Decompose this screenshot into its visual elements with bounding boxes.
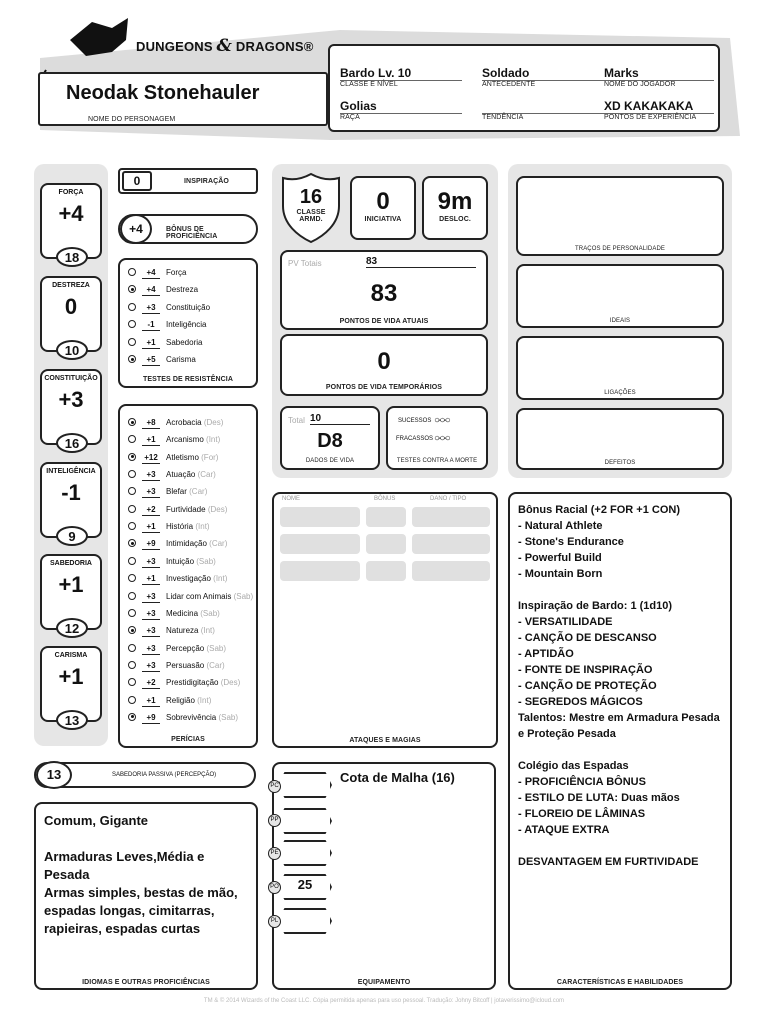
saving-throws-box — [118, 258, 258, 388]
saving-throw-name: Constituição — [166, 302, 211, 312]
equipment-label: EQUIPAMENTO — [357, 979, 411, 986]
skill-value: +3 — [142, 609, 160, 620]
attacks-label: ATAQUES E MAGIAS — [349, 737, 421, 744]
proficiency-dot-icon[interactable] — [128, 355, 136, 363]
proficiency-dot-icon[interactable] — [128, 713, 136, 721]
skill-name: Acrobacia — [166, 418, 202, 427]
skill-row[interactable] — [128, 711, 238, 724]
ability-constitution[interactable]: CONSTITUIÇÃO +3 16 — [40, 369, 102, 445]
skill-attribute: (Sab) — [196, 556, 216, 566]
coin-copper-field[interactable] — [278, 772, 332, 798]
passive-perception-label: SABEDORIA PASSIVA (PERCEPÇÃO) — [112, 772, 217, 778]
skill-value: +1 — [142, 435, 160, 446]
inspiration-value: 0 — [122, 171, 152, 191]
languages-text: Comum, Gigante Armaduras Leves,Média e Pesada Armas simples, bestas de mão, espadas longas, cimitarras, rapieiras, espadas curtas — [44, 813, 238, 936]
ability-dexterity[interactable]: DESTREZA 0 10 — [40, 276, 102, 352]
copyright-footer: TM & © 2014 Wizards of the Coast LLC. Cópia permitida apenas para uso pessoal. Tradução: Johny Bitcoff | jotaverissimo@icloud.com — [203, 998, 565, 1004]
proficiency-dot-icon[interactable] — [128, 644, 136, 652]
attacks-box: NOME BÔNUS DANO / TIPO ATAQUES E MAGIAS — [272, 492, 498, 748]
skill-attribute: (Int) — [206, 435, 221, 445]
saving-throw-row[interactable] — [128, 336, 202, 349]
saving-throws-title: TESTES DE RESISTÊNCIA — [142, 376, 233, 383]
proficiency-bonus-field[interactable] — [118, 214, 258, 244]
skill-name: Investigação — [166, 574, 211, 584]
skill-attribute: (Des) — [207, 504, 228, 514]
saving-throw-name: Inteligência — [166, 320, 207, 330]
ideals-field[interactable]: IDEAIS — [516, 264, 724, 328]
coin-gold-label: PO — [268, 881, 281, 894]
saving-throw-row[interactable] — [128, 318, 206, 331]
skill-row[interactable] — [128, 676, 240, 689]
skill-value: +12 — [142, 453, 160, 464]
proficiency-dot-icon[interactable] — [128, 609, 136, 617]
proficiency-dot-icon[interactable] — [128, 338, 136, 346]
proficiency-dot-icon[interactable] — [128, 522, 136, 530]
skill-attribute: (Int) — [213, 574, 228, 584]
skills-title: PERÍCIAS — [171, 736, 205, 743]
attack-3-bonus-field[interactable] — [366, 561, 406, 581]
coin-platinum-field[interactable] — [278, 908, 332, 934]
skill-value: +1 — [142, 696, 160, 707]
skill-row[interactable] — [128, 416, 223, 429]
skill-row[interactable] — [128, 520, 210, 533]
skill-attribute: (Car) — [209, 539, 228, 549]
skill-name: Percepção — [166, 643, 205, 653]
attack-1-damage-field[interactable] — [412, 507, 490, 527]
skill-attribute: (Des) — [203, 418, 224, 427]
proficiency-dot-icon[interactable] — [128, 320, 136, 328]
skill-attribute: (For) — [201, 452, 219, 462]
proficiency-dot-icon[interactable] — [128, 574, 136, 582]
skill-value: +3 — [142, 661, 160, 672]
character-name: Neodak Stonehauler — [66, 82, 260, 104]
bonds-field[interactable]: LIGAÇÕES — [516, 336, 724, 400]
death-fail-circles-icon[interactable]: ○-○-○ — [434, 433, 449, 444]
skill-row[interactable] — [128, 659, 225, 672]
proficiency-dot-icon[interactable] — [128, 470, 136, 478]
hit-points-max: 83 — [366, 256, 476, 268]
skill-value: +2 — [142, 678, 160, 689]
skill-row[interactable] — [128, 572, 227, 585]
proficiency-dot-icon[interactable] — [128, 487, 136, 495]
coin-copper-label: PC — [268, 780, 281, 793]
saving-throw-name: Destreza — [166, 285, 199, 295]
skill-value: +1 — [142, 522, 160, 533]
skill-row[interactable] — [128, 433, 220, 446]
skill-row[interactable] — [128, 503, 227, 516]
skill-row[interactable] — [128, 694, 211, 707]
attack-2-name-field[interactable] — [280, 534, 360, 554]
ability-intelligence[interactable]: INTELIGÊNCIA -1 9 — [40, 462, 102, 538]
attack-2-damage-field[interactable] — [412, 534, 490, 554]
speed[interactable]: 9m DESLOC. — [422, 176, 488, 240]
skill-name: Medicina — [166, 608, 199, 618]
dnd-logo: DUNGEONS & DRAGONS® — [136, 36, 314, 56]
passive-perception-value: 13 — [36, 761, 72, 789]
proficiency-dot-icon[interactable] — [128, 505, 136, 513]
saving-throw-value: +4 — [142, 285, 160, 296]
skill-attribute: (Sab) — [218, 712, 239, 722]
proficiency-dot-icon[interactable] — [128, 453, 136, 461]
skill-value: +1 — [142, 574, 160, 585]
skill-value: +3 — [142, 644, 160, 655]
languages-label: IDIOMAS E OUTRAS PROFICIÊNCIAS — [82, 979, 210, 986]
personality-traits-field[interactable]: TRAÇOS DE PERSONALIDADE — [516, 176, 724, 256]
attack-3-name-field[interactable] — [280, 561, 360, 581]
skill-attribute: (Car) — [197, 470, 216, 480]
skill-attribute: (Int) — [195, 522, 210, 532]
languages-box[interactable] — [34, 802, 258, 990]
skill-value: +3 — [142, 487, 160, 498]
race-field[interactable]: Golias RAÇA — [340, 99, 462, 121]
skill-row[interactable] — [128, 624, 215, 637]
features-text: Bônus Racial (+2 FOR +1 CON) - Natural Athlete - Stone's Endurance - Powerful Build - Mountain Born Inspiração de Bardo: 1 (1d10) - VERSATILIDADE - CANÇÃO DE DESCANSO - APTIDÃO - FONTE DE INSPIRAÇÃO - CANÇÃO DE PROTEÇÃO - SEGREDOS MÁGICOS Talentos: Mestre em Armadura Pesada e Proteção Pesada Colégio das Espadas - PROFICIÊNCIA BÔNUS - ESTILO DE LUTA: Duas mãos - FLOREIO DE LÂMINAS - ATAQUE EXTRA DESVANTAGEM EM FURTIVIDADE — [518, 504, 720, 868]
inspiration-field[interactable] — [118, 168, 258, 194]
ability-wisdom[interactable]: SABEDORIA +1 12 — [40, 554, 102, 630]
skill-attribute: (Int) — [200, 626, 215, 636]
proficiency-dot-icon[interactable] — [128, 678, 136, 686]
coin-silver-label: PP — [268, 814, 281, 827]
saving-throw-name: Sabedoria — [166, 337, 203, 347]
features-label: CARACTERÍSTICAS E HABILIDADES — [556, 979, 684, 986]
skill-name: Atuação — [166, 470, 196, 480]
skill-attribute: (Des) — [220, 678, 241, 688]
coin-electrum-field[interactable] — [278, 840, 332, 866]
equipment-text: Cota de Malha (16) — [340, 770, 455, 785]
proficiency-dot-icon[interactable] — [128, 661, 136, 669]
saving-throw-name: Carisma — [166, 355, 196, 364]
proficiency-dot-icon[interactable] — [128, 268, 136, 276]
skill-value: +3 — [142, 592, 160, 603]
skill-attribute: (Sab) — [206, 643, 227, 653]
flaws-field[interactable]: DEFEITOS — [516, 408, 724, 470]
saving-throw-value: +3 — [142, 303, 160, 314]
skill-row[interactable] — [128, 555, 216, 568]
skill-value: +8 — [142, 418, 160, 429]
attack-1-bonus-field[interactable] — [366, 507, 406, 527]
proficiency-dot-icon[interactable] — [128, 418, 136, 426]
class-level-field[interactable]: Bardo Lv. 10 CLASSE E NÍVEL — [340, 66, 462, 88]
skill-value: +3 — [142, 470, 160, 481]
attack-1-name-field[interactable] — [280, 507, 360, 527]
skill-value: +9 — [142, 539, 160, 550]
skill-row[interactable] — [128, 537, 227, 550]
saving-throw-row[interactable] — [128, 283, 198, 296]
initiative[interactable]: 0 INICIATIVA — [350, 176, 416, 240]
skill-name: História — [166, 522, 194, 532]
skill-attribute: (Int) — [197, 695, 212, 705]
saving-throw-row[interactable] — [128, 266, 186, 279]
coin-electrum-label: PE — [268, 847, 281, 860]
skill-row[interactable] — [128, 485, 207, 498]
player-name-field[interactable]: Marks NOME DO JOGADOR — [604, 66, 714, 88]
skill-row[interactable] — [128, 607, 220, 620]
ability-strength[interactable]: FORÇA +4 18 — [40, 183, 102, 259]
death-success-circles-icon[interactable]: ○-○-○ — [434, 415, 449, 426]
skill-name: Arcanismo — [166, 435, 204, 445]
proficiency-bonus-value: +4 — [120, 214, 152, 244]
proficiency-dot-icon[interactable] — [128, 303, 136, 311]
skill-value: +2 — [142, 505, 160, 516]
attack-3-damage-field[interactable] — [412, 561, 490, 581]
passive-perception-field[interactable] — [34, 762, 256, 788]
skill-attribute: (Car) — [189, 487, 208, 497]
saving-throw-value: -1 — [142, 320, 160, 331]
skill-name: Sobrevivência — [166, 712, 217, 722]
saving-throw-name: Força — [166, 268, 187, 277]
skill-row[interactable] — [128, 468, 216, 481]
skills-box — [118, 404, 258, 748]
skill-name: Furtividade — [166, 504, 206, 514]
proficiency-dot-icon[interactable] — [128, 557, 136, 565]
hit-dice[interactable]: Total 10 D8 DADOS DE VIDA — [280, 406, 380, 470]
skill-value: +3 — [142, 626, 160, 637]
coin-platinum-label: PL — [268, 915, 281, 928]
experience-field[interactable]: XD KAKAKAKA PONTOS DE EXPERIÊNCIA — [604, 99, 714, 121]
skill-attribute: (Car) — [206, 660, 225, 670]
skill-name: Blefar — [166, 487, 187, 497]
skill-row[interactable] — [128, 590, 253, 603]
character-name-label: NOME DO PERSONAGEM — [88, 116, 176, 123]
skill-row[interactable] — [128, 642, 226, 655]
skill-value: +9 — [142, 713, 160, 724]
armor-class[interactable]: 16 CLASSE ARMD. — [296, 186, 326, 223]
proficiency-dot-icon[interactable] — [128, 539, 136, 547]
skill-name: Atletismo — [166, 452, 199, 462]
inspiration-label: INSPIRAÇÃO — [184, 178, 229, 185]
proficiency-dot-icon[interactable] — [128, 626, 136, 634]
saving-throw-row[interactable] — [128, 301, 210, 314]
ability-charisma[interactable]: CARISMA +1 13 — [40, 646, 102, 722]
background-field[interactable]: Soldado ANTECEDENTE — [482, 66, 604, 88]
saving-throw-row[interactable] — [128, 353, 196, 366]
hit-points-temporary[interactable]: 0 PONTOS DE VIDA TEMPORÁRIOS — [280, 334, 488, 396]
skill-name: Prestidigitação — [166, 678, 219, 688]
features-box[interactable] — [508, 492, 732, 990]
skill-name: Natureza — [166, 626, 199, 636]
coin-silver-field[interactable] — [278, 808, 332, 834]
skill-name: Lidar com Animais — [166, 591, 232, 601]
proficiency-bonus-label: BÔNUS DE PROFICIÊNCIA — [166, 226, 218, 240]
skill-name: Intimidação — [166, 539, 207, 549]
death-saves[interactable]: SUCESSOS FRACASSOS ○-○-○ ○-○-○ TESTES CONTRA A MORTE — [386, 406, 488, 470]
saving-throw-value: +4 — [142, 268, 160, 279]
saving-throw-value: +5 — [142, 355, 160, 366]
alignment-field[interactable]: TENDÊNCIA — [482, 99, 604, 121]
skill-value: +3 — [142, 557, 160, 568]
skill-row[interactable] — [128, 451, 218, 464]
skill-attribute: (Sab) — [233, 591, 254, 601]
proficiency-dot-icon[interactable] — [128, 285, 136, 293]
skill-name: Intuição — [166, 556, 195, 566]
skill-attribute: (Sab) — [200, 608, 220, 618]
attack-2-bonus-field[interactable] — [366, 534, 406, 554]
proficiency-dot-icon[interactable] — [128, 696, 136, 704]
hit-points-current[interactable]: PV Totais 83 83 PONTOS DE VIDA ATUAIS — [280, 250, 488, 330]
proficiency-dot-icon[interactable] — [128, 435, 136, 443]
saving-throw-value: +1 — [142, 338, 160, 349]
skill-name: Religião — [166, 695, 195, 705]
coin-gold-value: 25 — [297, 877, 313, 892]
proficiency-dot-icon[interactable] — [128, 592, 136, 600]
skill-name: Persuasão — [166, 660, 205, 670]
